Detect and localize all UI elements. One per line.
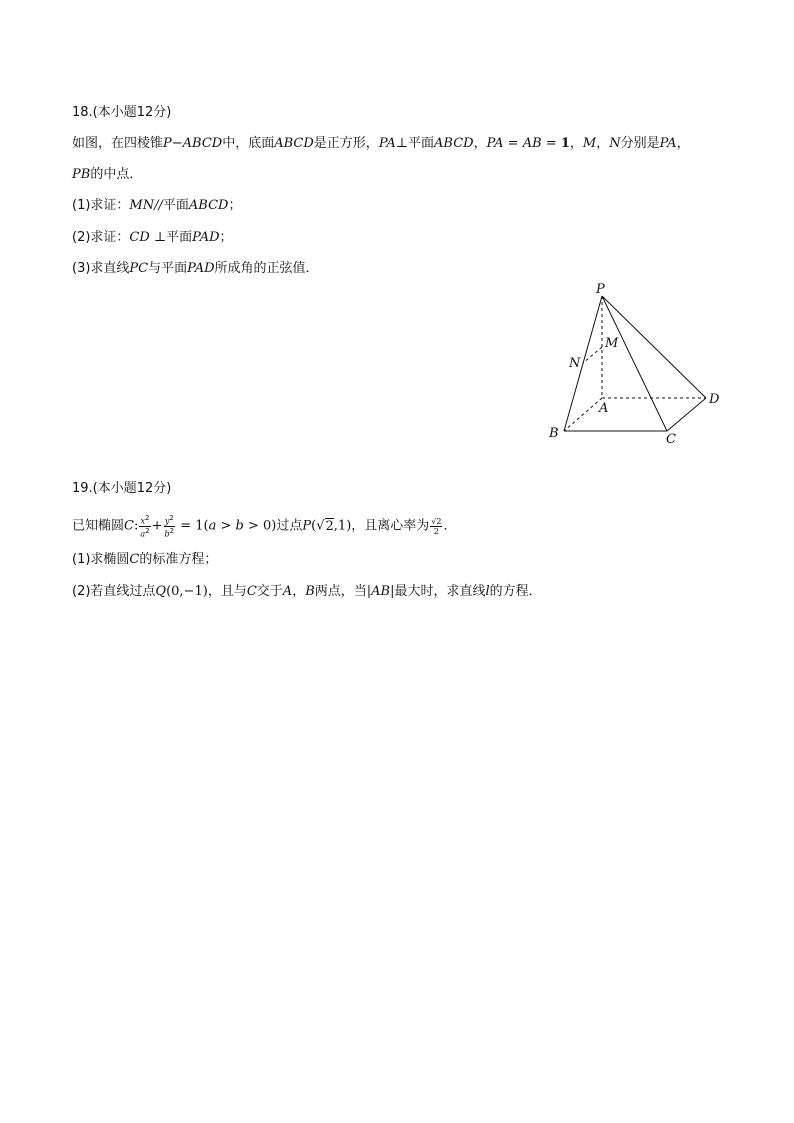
q19-math: C bbox=[246, 584, 257, 599]
q19-text: 交于 bbox=[256, 584, 283, 599]
q19-math: √2 bbox=[431, 516, 442, 526]
q19-part1 bbox=[72, 551, 217, 569]
q19-math: |AB| bbox=[366, 584, 395, 599]
q18-math: PB bbox=[72, 167, 91, 182]
q18-text: ， bbox=[596, 136, 610, 151]
q19-math: 2 bbox=[169, 526, 175, 535]
q19-text: 已知椭圆 bbox=[72, 518, 125, 534]
perp-symbol: ⊥ bbox=[395, 136, 408, 151]
label-M: M bbox=[605, 336, 619, 351]
q19-text: 的标准方程； bbox=[139, 552, 218, 567]
label-P: P bbox=[596, 282, 605, 297]
q18-math: ABCD bbox=[188, 198, 229, 213]
q18-text: 平面 bbox=[162, 198, 189, 213]
edge-PB bbox=[564, 296, 602, 431]
q19-math: y bbox=[164, 516, 170, 526]
q19-text: 过点 bbox=[276, 518, 303, 534]
q18-text: 平面 bbox=[408, 136, 435, 151]
q19-math: 2 bbox=[145, 526, 150, 535]
perp-symbol: ⊥ bbox=[149, 230, 167, 245]
q19-math: C bbox=[124, 518, 134, 534]
q18-math: PA bbox=[486, 136, 504, 151]
q18-math: 1 bbox=[560, 136, 570, 151]
q18-text: 与平面 bbox=[148, 261, 188, 276]
q19-text: ，且与 bbox=[207, 584, 247, 599]
q19-text: ， bbox=[292, 584, 306, 599]
q18-math: M bbox=[582, 136, 597, 151]
edge-AB bbox=[564, 398, 602, 431]
q18-text: ， bbox=[473, 136, 487, 151]
edge-PD bbox=[602, 296, 706, 398]
q18-text: 平面 bbox=[166, 230, 193, 245]
q18-text: (2)求证： bbox=[72, 230, 130, 245]
q19-math: 2 bbox=[169, 514, 174, 522]
q19-math: 2 bbox=[325, 518, 334, 534]
q19-text: 的方程． bbox=[489, 584, 542, 599]
label-B: B bbox=[549, 426, 559, 441]
q18-math: N bbox=[609, 136, 621, 151]
q18-text: ； bbox=[228, 198, 242, 213]
q18-text: 是正方形， bbox=[313, 136, 379, 151]
q19-math: a bbox=[140, 529, 146, 539]
q19-text: ，且离心率为 bbox=[351, 518, 430, 534]
q18-text: (1)求证： bbox=[72, 198, 130, 213]
q19-line1 bbox=[72, 514, 457, 538]
q19-math: a bbox=[208, 518, 217, 534]
q18-text: 中，底面 bbox=[222, 136, 275, 151]
q18-math: PAD bbox=[187, 261, 215, 276]
q19-math: Q bbox=[155, 584, 167, 599]
q18-text: 所成角的正弦值． bbox=[214, 261, 319, 276]
equals-symbol: = bbox=[541, 136, 561, 151]
label-C: C bbox=[666, 432, 676, 447]
q19-text: (2)若直线过点 bbox=[72, 584, 156, 599]
q19-math: = 1( bbox=[176, 518, 209, 534]
q18-math: P−ABCD bbox=[163, 136, 223, 151]
q19-math: > bbox=[216, 518, 236, 534]
fraction-y2-b2 bbox=[164, 514, 176, 538]
q18-line2 bbox=[72, 166, 142, 184]
q19-math: (0,−1) bbox=[166, 584, 208, 599]
q19-math: ( bbox=[311, 518, 317, 534]
q18-header: 18.(本小题12分) bbox=[72, 105, 172, 120]
q18-math: PA bbox=[659, 136, 677, 151]
q19-math: 2 bbox=[433, 526, 439, 536]
q18-text: ， bbox=[569, 136, 583, 151]
fraction-eccentricity bbox=[430, 517, 442, 536]
q19-math: b bbox=[164, 529, 170, 539]
q19-part2 bbox=[72, 583, 542, 601]
q19-math: 2 bbox=[145, 514, 150, 522]
q19-text: (1)求椭圆 bbox=[72, 552, 130, 567]
q18-math: AB bbox=[522, 136, 542, 151]
q18-text: 如图，在四棱锥 bbox=[72, 136, 164, 151]
q18-math: PA bbox=[378, 136, 396, 151]
q19-math: > 0) bbox=[243, 518, 277, 534]
q19-text: 两点，当 bbox=[314, 584, 367, 599]
q18-part1 bbox=[72, 197, 241, 215]
q18-text: ； bbox=[219, 230, 233, 245]
equals-symbol: = bbox=[503, 136, 523, 151]
segment-MN bbox=[583, 347, 602, 363]
q18-math: ABCD bbox=[274, 136, 314, 151]
plus-symbol: + bbox=[151, 518, 163, 534]
q18-part2 bbox=[72, 229, 233, 247]
q19-math: b bbox=[235, 518, 244, 534]
q19-math: ,1) bbox=[333, 518, 352, 534]
q19-math: B bbox=[305, 584, 315, 599]
q19-text: 最大时，求直线 bbox=[394, 584, 486, 599]
q19-math: C bbox=[129, 552, 140, 567]
q18-text: 分别是 bbox=[620, 136, 660, 151]
label-N: N bbox=[569, 356, 581, 371]
label-A: A bbox=[599, 401, 609, 416]
q18-part3 bbox=[72, 260, 319, 278]
q18-text: (3)求直线 bbox=[72, 261, 130, 276]
q19-math: P bbox=[302, 518, 312, 534]
q19-math: l bbox=[485, 584, 490, 599]
q19-text: ． bbox=[443, 518, 457, 534]
edge-CD bbox=[667, 398, 706, 431]
q19-math: x bbox=[140, 516, 145, 526]
fraction-x2-a2 bbox=[139, 514, 150, 538]
sqrt-symbol: √ bbox=[316, 518, 325, 534]
q18-math: MN// bbox=[129, 198, 163, 213]
label-D: D bbox=[709, 392, 720, 407]
q18-math: ABCD bbox=[434, 136, 474, 151]
q18-math: PC bbox=[129, 261, 149, 276]
q18-math: CD bbox=[129, 230, 150, 245]
q18-text: ， bbox=[676, 136, 690, 151]
q18-text: 的中点． bbox=[90, 167, 143, 182]
q19-math: A bbox=[282, 584, 293, 599]
q18-line1 bbox=[72, 135, 690, 153]
q19-header: 19.(本小题12分) bbox=[72, 481, 172, 496]
q18-math: PAD bbox=[192, 230, 220, 245]
q19-math: : bbox=[133, 518, 139, 534]
edge-PC bbox=[602, 296, 667, 431]
